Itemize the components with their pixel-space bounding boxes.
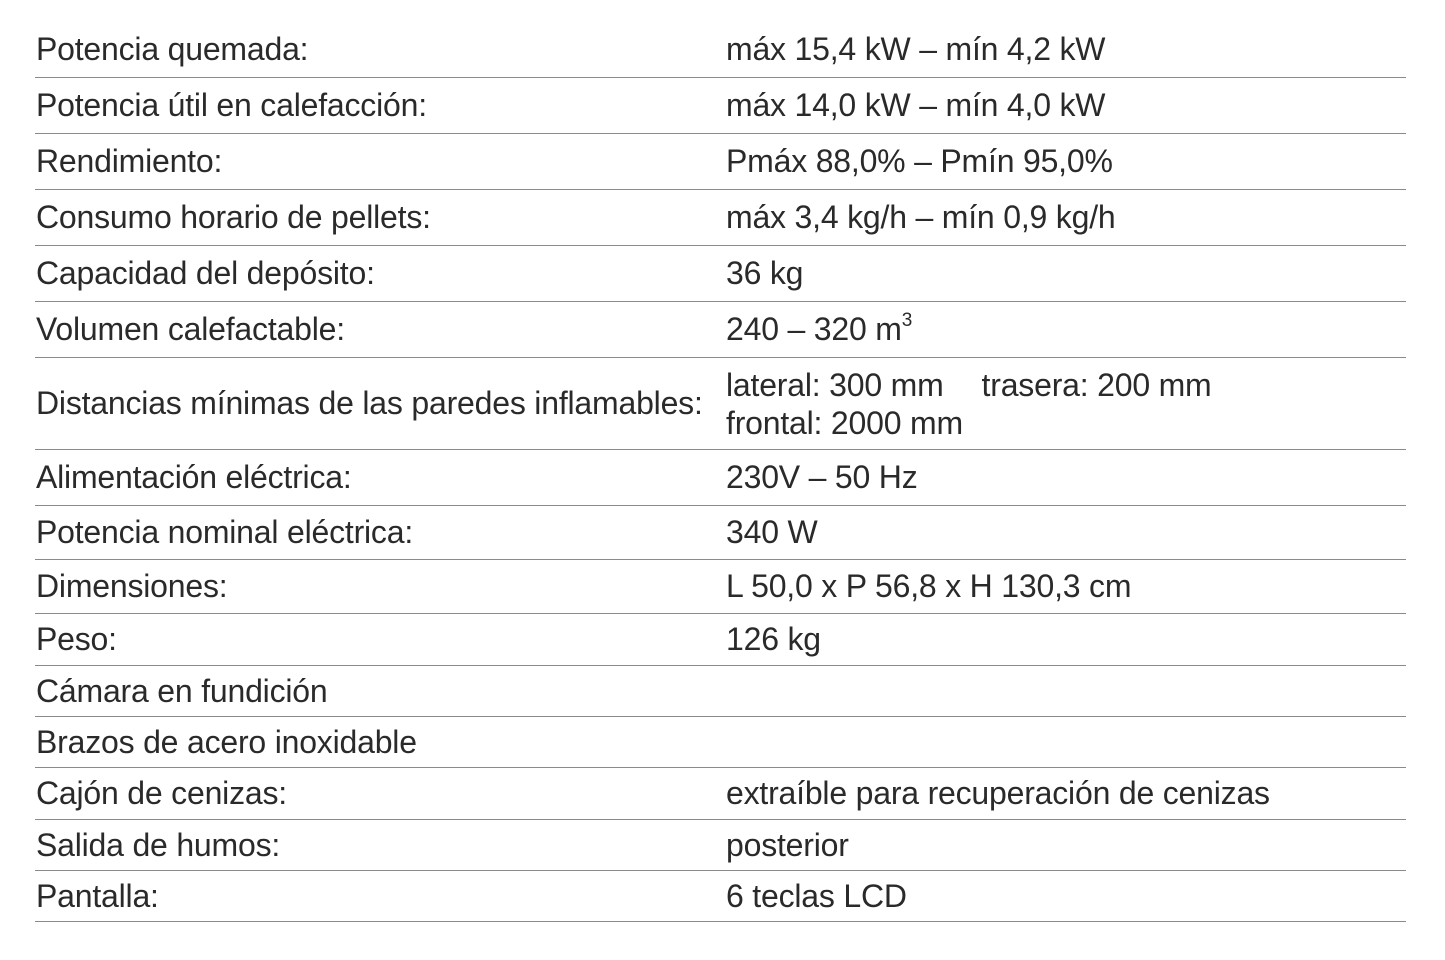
spec-value: Pmáx 88,0% – Pmín 95,0% (726, 143, 1113, 179)
spec-table (35, 22, 1406, 922)
spec-label: Pantalla: (36, 877, 159, 914)
superscript-exponent: 3 (901, 310, 913, 331)
spec-label: Potencia útil en calefacción: (36, 87, 427, 123)
spec-value: máx 15,4 kW – mín 4,2 kW (726, 31, 1106, 67)
spec-row-potencia-quemada (35, 22, 1406, 78)
spec-row-peso (35, 614, 1406, 666)
spec-value: posterior (726, 826, 849, 863)
spec-label: Cajón de cenizas: (36, 775, 287, 811)
spec-label: Potencia quemada: (36, 31, 309, 67)
spec-label: Distancias mínimas de las paredes inflamables: (36, 385, 703, 421)
spec-value: 6 teclas LCD (726, 877, 907, 914)
spec-value: máx 3,4 kg/h – mín 0,9 kg/h (726, 199, 1116, 235)
spec-value-trasera: trasera: 200 mm (981, 366, 1212, 403)
spec-label: Rendimiento: (36, 143, 223, 179)
spec-value (726, 311, 1406, 348)
spec-label: Alimentación eléctrica: (36, 459, 352, 495)
spec-label: Potencia nominal eléctrica: (36, 514, 414, 550)
spec-row-camara-fundicion (35, 666, 1406, 717)
spec-row-alimentacion-electrica (35, 450, 1406, 506)
spec-label: Capacidad del depósito: (36, 255, 375, 291)
spec-row-dimensiones (35, 560, 1406, 614)
spec-value: 126 kg (726, 621, 821, 657)
spec-value: 340 W (726, 514, 818, 550)
spec-label: Salida de humos: (36, 826, 281, 863)
spec-value-text: 240 – 320 m (726, 311, 902, 347)
spec-value: extraíble para recuperación de cenizas (726, 775, 1270, 811)
spec-value-lateral: lateral: 300 mm (726, 366, 944, 403)
spec-row-rendimiento (35, 134, 1406, 190)
spec-label: Volumen calefactable: (36, 311, 345, 347)
spec-row-capacidad-deposito (35, 246, 1406, 302)
spec-value-frontal: frontal: 2000 mm (726, 404, 963, 441)
spec-label: Dimensiones: (36, 568, 228, 604)
spec-row-potencia-util (35, 78, 1406, 134)
spec-value: L 50,0 x P 56,8 x H 130,3 cm (726, 568, 1132, 604)
spec-row-pantalla (35, 871, 1406, 922)
spec-label: Peso: (36, 621, 117, 657)
spec-row-cajon-cenizas (35, 768, 1406, 820)
spec-label: Brazos de acero inoxidable (36, 723, 417, 760)
spec-row-potencia-nominal (35, 506, 1406, 560)
spec-value: 230V – 50 Hz (726, 459, 918, 495)
spec-row-consumo-horario (35, 190, 1406, 246)
spec-row-brazos-acero (35, 717, 1406, 768)
spec-row-volumen-calefactable (35, 302, 1406, 358)
spec-value: máx 14,0 kW – mín 4,0 kW (726, 87, 1106, 123)
spec-value-line-1 (726, 366, 1406, 404)
spec-value: 36 kg (726, 255, 804, 291)
spec-value (726, 366, 1406, 442)
spec-row-distancias-minimas (35, 358, 1406, 450)
spec-label: Cámara en fundición (36, 672, 328, 709)
spec-label: Consumo horario de pellets: (36, 199, 431, 235)
spec-row-salida-humos (35, 820, 1406, 871)
